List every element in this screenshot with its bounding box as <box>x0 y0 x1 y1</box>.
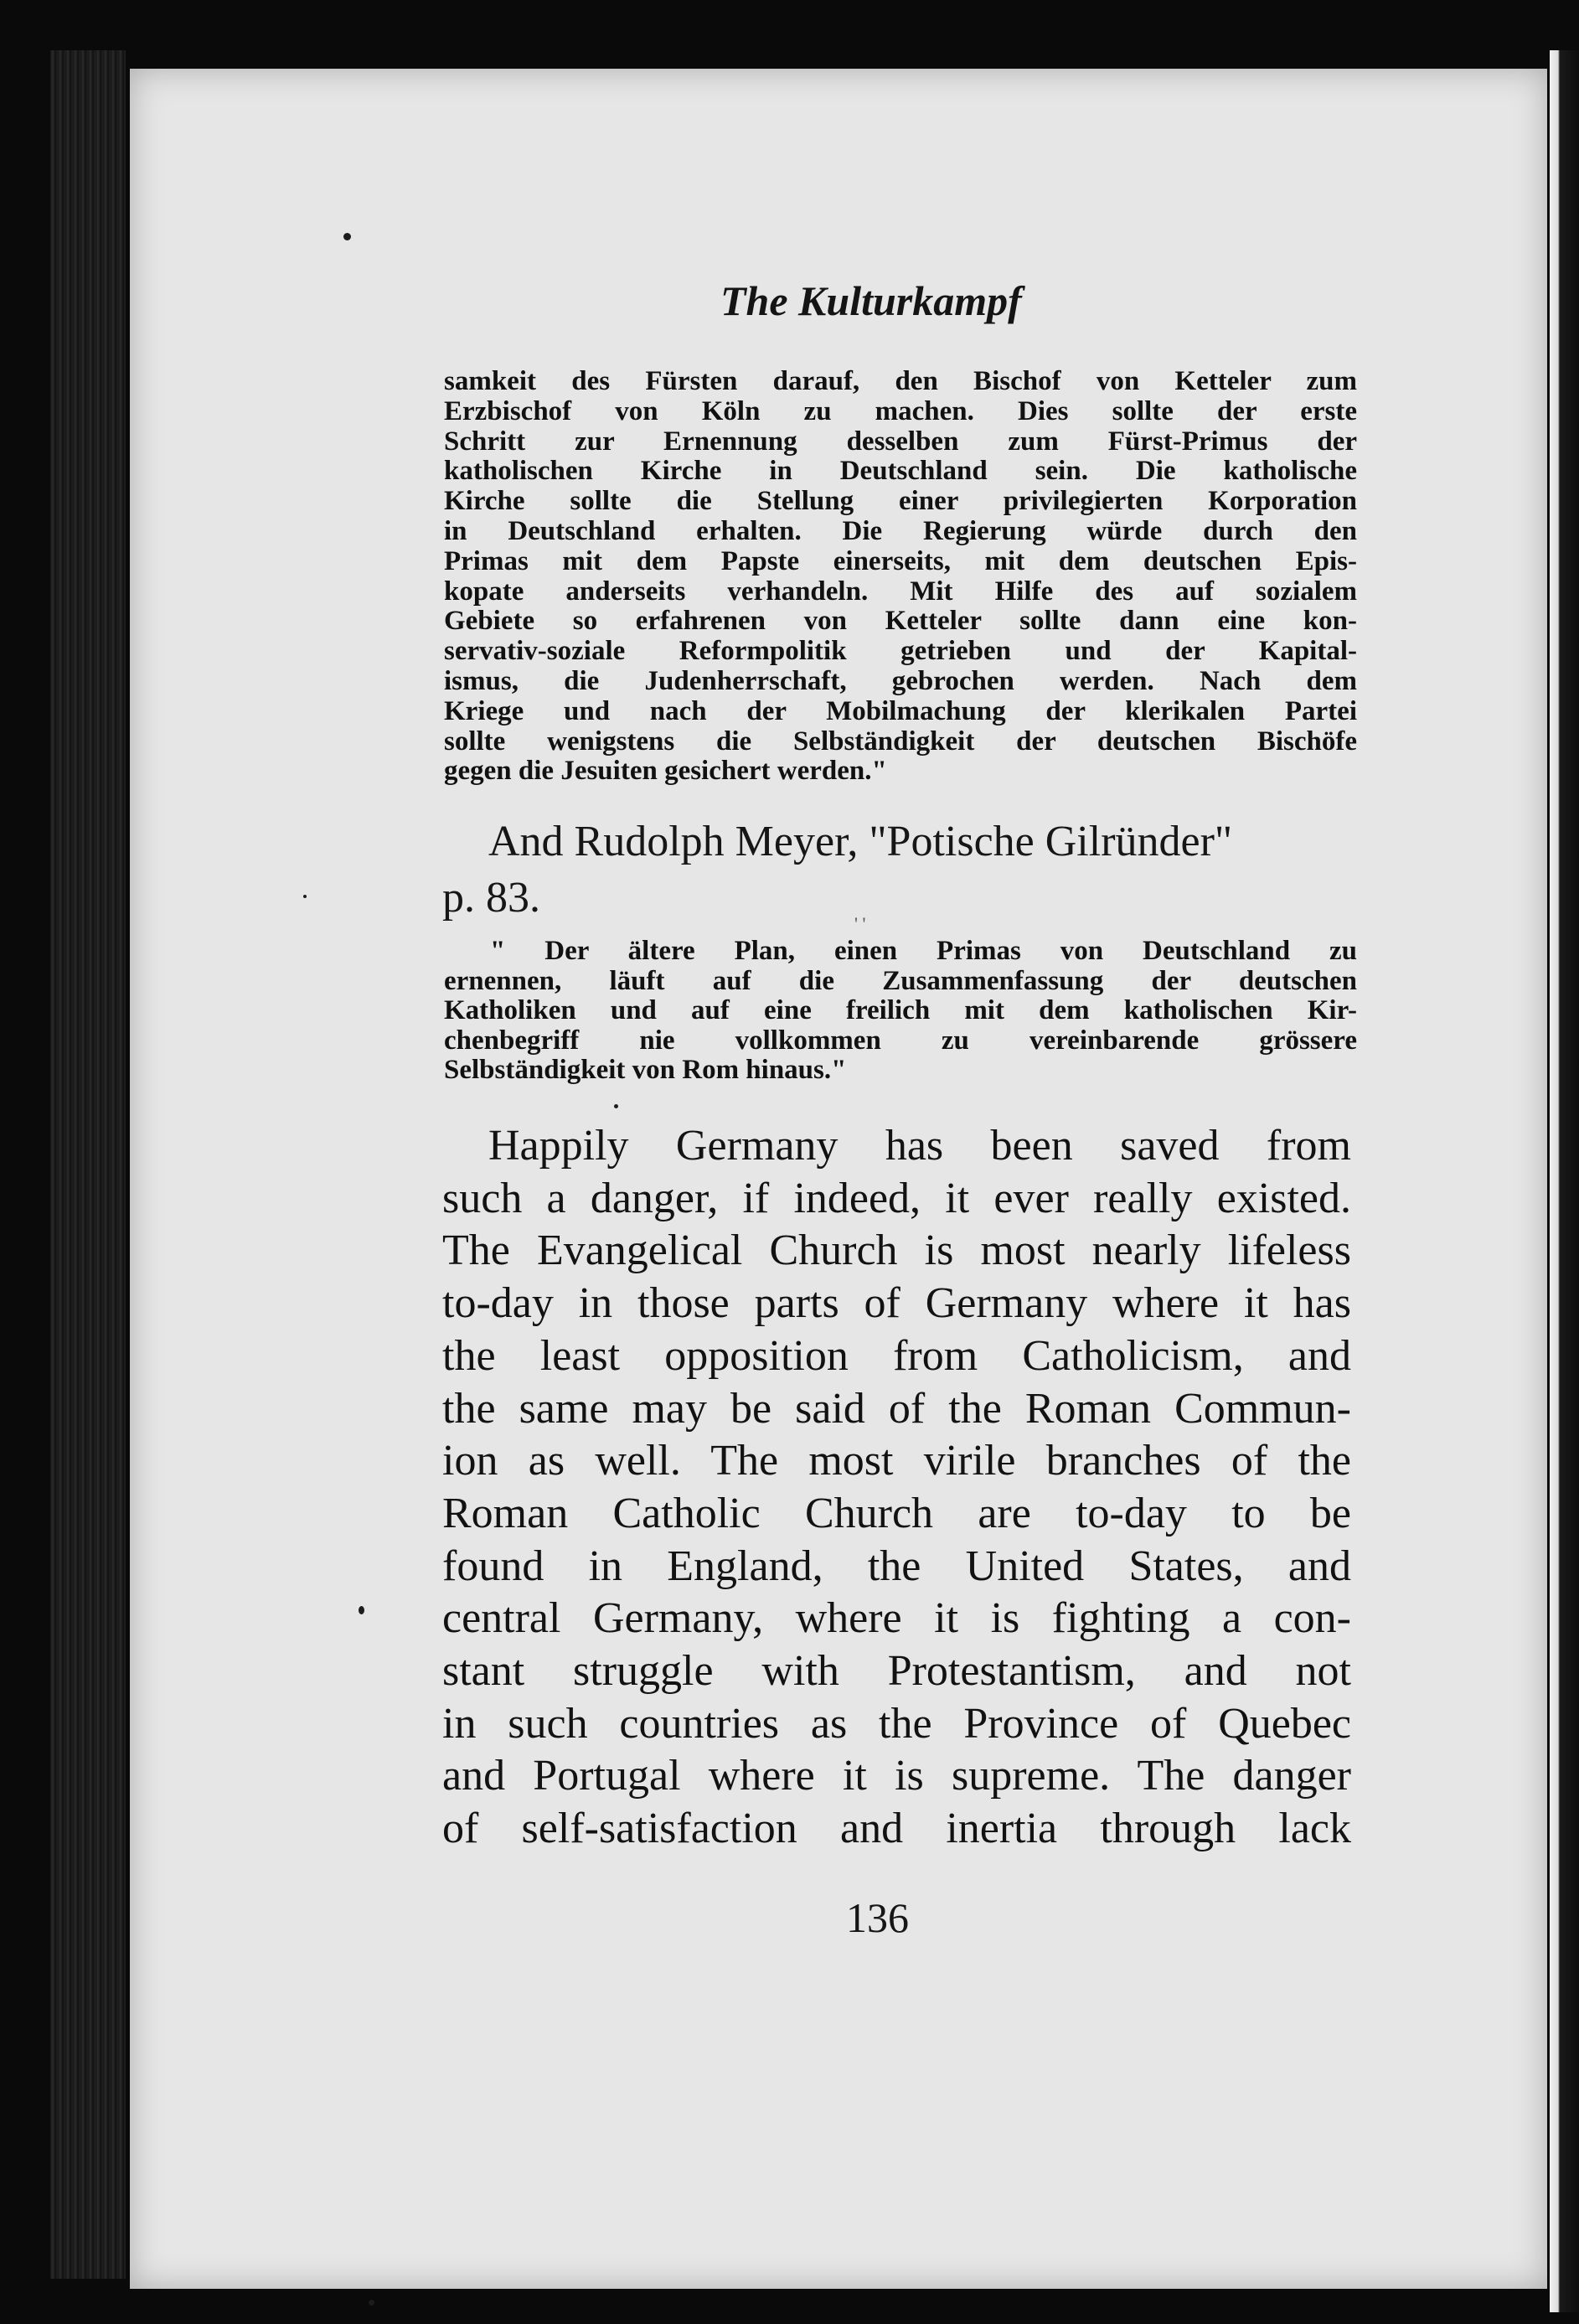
body-line: central Germany, where it is fighting a con- <box>442 1594 1351 1643</box>
body-line: of self-satisfaction and inertia through lack <box>442 1805 1351 1853</box>
citation-page-ref: p. 83. <box>442 874 540 922</box>
quote-line: Schritt zur Ernennung desselben zum Fürst-Primus der <box>444 426 1357 457</box>
quote-line: Kirche sollte die Stellung einer privilegierten Korporation <box>444 486 1357 517</box>
quote-line: Erzbischof von Köln zu machen. Dies sollte der erste <box>444 395 1357 426</box>
body-line: the same may be said of the Roman Commun- <box>442 1384 1351 1433</box>
quote-line: " Der ältere Plan, einen Primas von Deutschland zu <box>490 936 1357 966</box>
body-line: ion as well. The most virile branches of the <box>442 1437 1351 1485</box>
dust-speck <box>614 1104 618 1108</box>
binding-edge <box>50 50 126 2279</box>
quote-line: ernennen, läuft auf die Zusammenfassung der deutschen <box>444 965 1357 996</box>
running-head: The Kulturkampf <box>720 277 1022 324</box>
body-line: and Portugal where it is supreme. The danger <box>442 1752 1351 1800</box>
quote-line: samkeit des Fürsten darauf, den Bischof von Ketteler zum <box>444 366 1357 396</box>
quote-line: Primas mit dem Papste einerseits, mit dem deutschen Epis- <box>444 545 1357 576</box>
quote-line: Kriege und nach der Mobilmachung der klerikalen Partei <box>444 695 1357 726</box>
quote-line: chenbegriff nie vollkommen zu vereinbarende grössere <box>444 1025 1357 1056</box>
dust-speck <box>303 895 307 898</box>
dust-speck <box>359 1606 364 1614</box>
quote-line: in Deutschland erhalten. Die Regierung würde durch den <box>444 515 1357 546</box>
body-line: such a danger, if indeed, it ever really existed. <box>442 1174 1351 1222</box>
body-line: Roman Catholic Church are to-day to be <box>442 1489 1351 1537</box>
adjacent-page-edge <box>1550 50 1579 2312</box>
dust-speck <box>343 233 351 240</box>
body-line: found in England, the United States, and <box>442 1542 1351 1590</box>
quote-line: sollte wenigstens die Selbständigkeit der deutschen Bischöfe <box>444 726 1357 757</box>
quote-line: ismus, die Judenherrschaft, gebrochen werden. Nach dem <box>444 665 1357 696</box>
body-line: in such countries as the Province of Quebec <box>442 1699 1351 1748</box>
quote-line: Gebiete so erfahrenen von Ketteler sollte dann eine kon- <box>444 606 1357 637</box>
page-number: 136 <box>846 1894 909 1941</box>
german-quote-1 <box>444 367 1357 787</box>
citation-intro: And Rudolph Meyer, "Potische Gilründer" <box>488 818 1233 865</box>
quote-line: Katholiken und auf eine freilich mit dem katholischen Kir- <box>444 995 1357 1025</box>
body-line: The Evangelical Church is most nearly lifeless <box>442 1227 1351 1275</box>
body-line: stant struggle with Protestantism, and not <box>442 1647 1351 1696</box>
body-line: to-day in those parts of Germany where it has <box>442 1279 1351 1328</box>
scan-artifact: ' ' <box>854 913 866 934</box>
body-line: the least opposition from Catholicism, and <box>442 1331 1351 1380</box>
body-line: Happily Germany has been saved from <box>488 1122 1351 1170</box>
quote-line: kopate anderseits verhandeln. Mit Hilfe des auf sozialem <box>444 576 1357 607</box>
quote-line: Selbständigkeit von Rom hinaus." <box>444 1055 847 1085</box>
german-quote-2 <box>444 937 1357 1086</box>
quote-line: katholischen Kirche in Deutschland sein. Die katholische <box>444 456 1357 487</box>
dust-speck <box>369 2300 374 2306</box>
quote-line: gegen die Jesuiten gesichert werden." <box>444 756 887 787</box>
body-paragraph <box>442 1120 1351 1856</box>
quote-line: servativ-soziale Reformpolitik getrieben und der Kapital- <box>444 636 1357 667</box>
